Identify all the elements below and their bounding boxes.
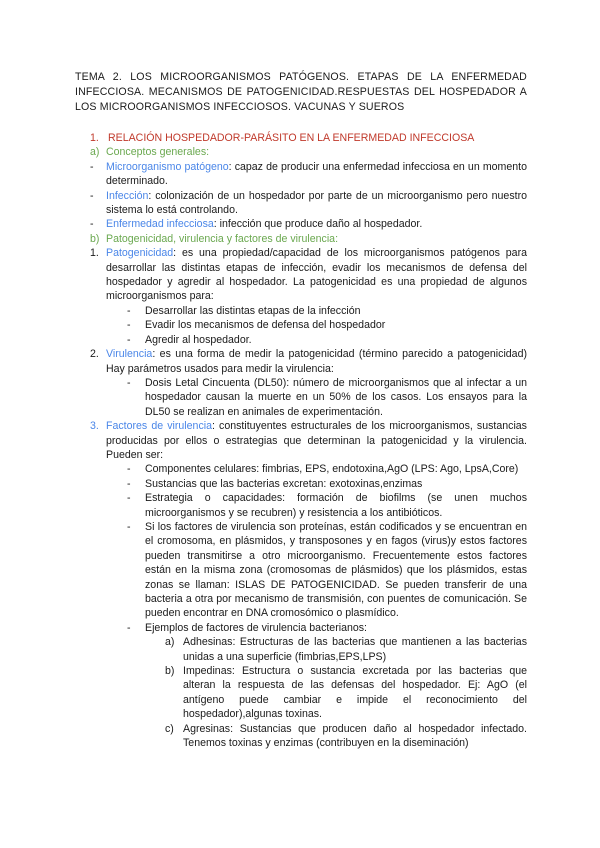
definition-item: - Enfermedad infecciosa: infección que produce daño al hospedador. [90,218,423,231]
list-item-virulencia: 2. Virulencia: es una forma de medir la patogenicidad (término parecido a patogenicidad) Hay parámetros usados para medir la virulencia: [90,348,527,375]
definition-term: Microorganismo patógeno [106,160,229,173]
section-number: 1. [90,132,99,144]
example-item: a) Adhesinas: Estructuras de las bacterias que mantienen a las bacterias unidas a una superficie (fimbrias,EPS,LPS) [165,636,527,663]
sub-item: - Si los factores de virulencia son proteínas, están codificados y se encuentran en el cromosoma, en plásmidos, y transposones y en fagos (virus)y estos factores pueden transmitirse a otro microorganismo. Frecuentemente estos factores están en la misma zona (cromosomas de plásmidos) que los plásmidos, estas zonas se llaman: ISLAS DE PATOGENICIDAD. Se pueden transferir de una bacteria a otra por mecanismo de transmisión, con puentes de comunicación. Se pueden encontrar en DNA cromosómico o plasmídico. [127,520,527,620]
definition-term: Virulencia [106,348,153,361]
definition-item: - Microorganismo patógeno: capaz de producir una enfermedad infecciosa en un momento determinado. [90,160,527,188]
list-item-factores-virulencia: 3. Factores de virulencia: constituyentes estructurales de los microorganismos, sustancias producidas por ellos o estrategias que determinan la patogenicidad y la virulencia. Pueden ser: [90,420,527,461]
sub-item: - Componentes celulares: fimbrias, EPS, endotoxina,AgO (LPS: Ago, LpsA,Core) [127,463,519,476]
sub-item: - Ejemplos de factores de virulencia bacterianos: [127,621,367,634]
sub-item: - Dosis Letal Cincuenta (DL50): número de microorganismos que al infectar a un hospedador causan la muerte en un 50% de los casos. Los ensayos para la DL50 se realizan en animales de experimentación. [127,376,527,418]
section-heading-1 [75,131,527,145]
subheading-b: b) Patogenicidad, virulencia y factores de virulencia: [90,232,339,245]
example-item: b) Impedinas: Estructura o sustancia excretada por las bacterias que alteran la respuesta de las defensas del hospedador. Ej: AgO (el antígeno puede cambiar e impide el reconocimiento del hospedador),algunas toxinas. [165,665,527,721]
definition-term: Factores de virulencia [106,420,212,433]
document-title: TEMA 2. LOS MICROORGANISMOS PATÓGENOS. ETAPAS DE LA ENFERMEDAD INFECCIOSA. MECANISMOS DE PATOGENICIDAD.RESPUESTAS DEL HOSPEDADOR A LOS MICROORGANISMOS INFECCIOSOS. VACUNAS Y SUEROS [75,71,527,113]
sub-item: - Desarrollar las distintas etapas de la infección [127,304,361,317]
list-item-patogenicidad: 1. Patogenicidad: es una propiedad/capacidad de los microorganismos patógenos para desarrollar las distintas etapas de infección, evadir los mecanismos de defensa del hospedador y agredir al hospedador. La patogenicidad es una propiedad de algunos microorganismos para: [90,247,527,303]
document-body [75,131,527,750]
example-item: c) Agresinas: Sustancias que producen daño al hospedador infectado. Tenemos toxinas y enzimas (contribuyen en la diseminación) [165,722,527,750]
section-title: RELACIÓN HOSPEDADOR-PARÁSITO EN LA ENFERMEDAD INFECCIOSA [108,132,475,144]
definition-item: - Infección: colonización de un hospedador por parte de un microorganismo pero nuestro sistema lo está controlando. [90,189,527,217]
sub-item: - Estrategia o capacidades: formación de biofilms (se unen muchos microorganismos y se recubren) y resistencia a los antibióticos. [127,492,527,519]
sub-item: - Evadir los mecanismos de defensa del hospedador [127,319,386,332]
definition-term: Infección [106,189,149,202]
definition-term: Patogenicidad [106,247,174,260]
sub-item: - Sustancias que las bacterias excretan: exotoxinas,enzimas [127,477,423,490]
sub-item: - Agredir al hospedador. [127,333,252,346]
definition-term: Enfermedad infecciosa [106,218,214,231]
subheading-a: a) Conceptos generales: [90,146,210,159]
